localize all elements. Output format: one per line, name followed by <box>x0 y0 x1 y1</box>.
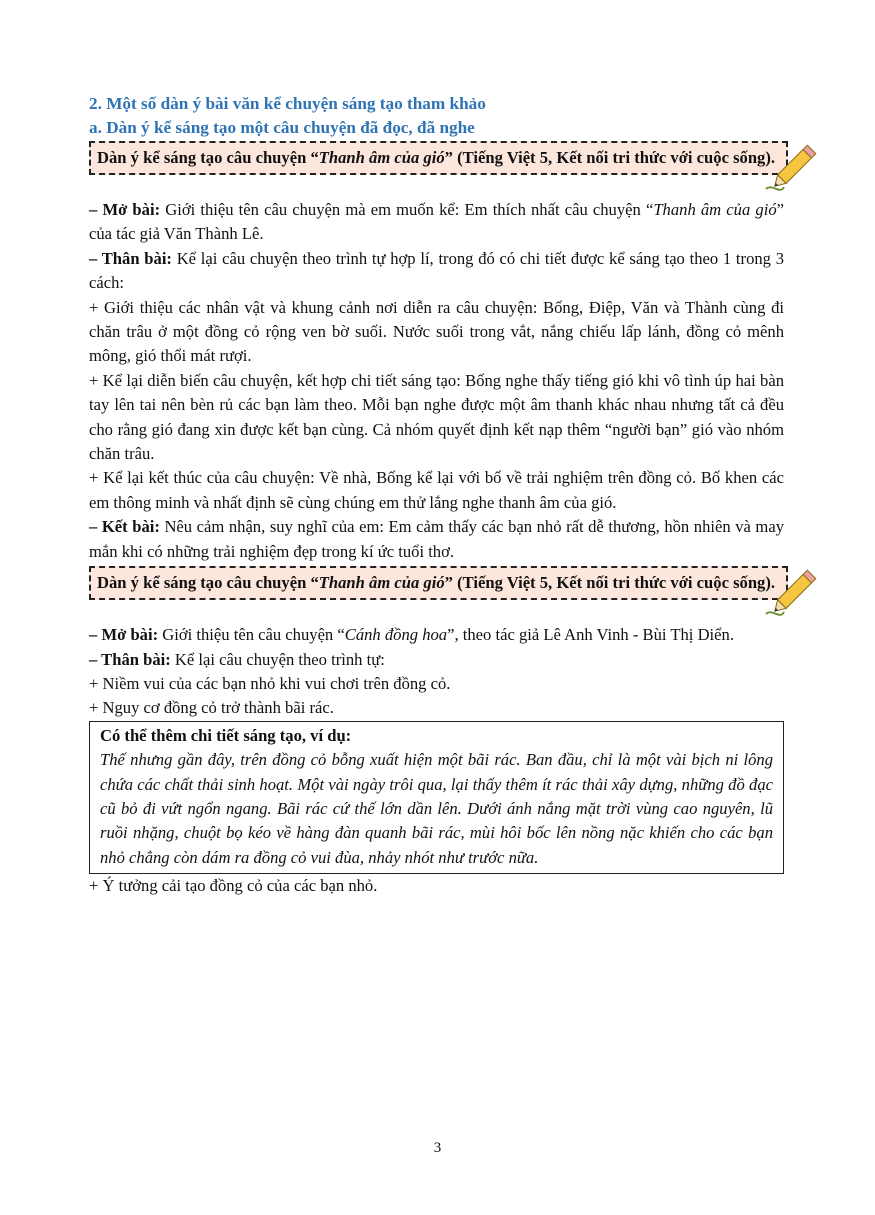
thanbai-text: Kể lại câu chuyện theo trình tự: <box>170 649 385 669</box>
box2-story-title: Thanh âm của gió <box>318 573 445 593</box>
subsection-heading: a. Dàn ý kể sáng tạo một câu chuyện đã đọc, đã nghe <box>89 118 475 137</box>
pencil-icon <box>762 562 824 620</box>
creative-detail-box <box>89 721 784 874</box>
creative-detail-text: Thế nhưng gần đây, trên đồng cỏ bỗng xuất hiện một bãi rác. Ban đầu, chỉ là một vài bịch ni lông chứa các chất thải sinh hoạt. Một vài ngày trôi qua, lại thấy thêm ít rác thải xây dựng, những đồ đạc cũ bỏ đi vứt ngổn ngang. Bãi rác cứ thế lớn dần lên. Dưới ánh nắng mặt trời vùng cao nguyên, lũ ruồi nhặng, chuột bọ kéo về hàng đàn quanh bãi rác, mùi hôi bốc lên nồng nặc khiến cho các bạn nhỏ chẳng còn dám ra đồng cỏ vui đùa, nhảy nhót như trước nữa. <box>100 750 773 867</box>
mobai-label: – Mở bài: <box>89 200 161 219</box>
box1-story-title: Thanh âm của gió <box>318 148 445 167</box>
mobai-text-end: ” của tác giả Văn Thành Lê. <box>89 200 784 244</box>
page-content <box>89 92 784 899</box>
mobai-story-title: Cánh đồng hoa <box>344 625 448 645</box>
box1-suffix: ” (Tiếng Việt 5, Kết nối tri thức với cuộc sống). <box>444 148 776 167</box>
section-heading: 2. Một số dàn ý bài văn kể chuyện sáng tạo tham khảo <box>89 94 486 113</box>
box2-prefix: Dàn ý kể sáng tạo câu chuyện “ <box>97 573 319 593</box>
outline2-thanbai <box>89 648 784 672</box>
outline-title-box-1 <box>89 141 788 175</box>
outline-1 <box>89 198 784 564</box>
outline1-thanbai <box>89 247 784 296</box>
ketbai-label: – Kết bài: <box>89 517 160 537</box>
outline1-ketbai <box>89 515 784 564</box>
outline1-item-2: + Kể lại diễn biến câu chuyện, kết hợp chi tiết sáng tạo: Bống nghe thấy tiếng gió khi vô tình úp hai bàn tay lên tai nên bèn rủ các bạn làm theo. Mỗi bạn nghe được một âm thanh khác nhau nhưng tất cả đều cho rằng gió đang xin được kết bạn cùng. Cả nhóm quyết định kết nạp thêm “người bạn” gió vào nhóm chăn trâu. <box>89 370 784 464</box>
outline1-item-3: + Kể lại kết thúc của câu chuyện: Về nhà, Bống kể lại với bố về trải nghiệm trên đồng cỏ. Bố khen các em thông minh và nhất định sẽ cùng chúng em thử lắng nghe thanh âm của gió. <box>89 468 784 512</box>
outline2-item-1: + Niềm vui của các bạn nhỏ khi vui chơi trên đồng cỏ. <box>89 673 451 693</box>
outline-2 <box>89 623 784 898</box>
creative-detail-title: Có thể thêm chi tiết sáng tạo, ví dụ: <box>100 725 352 745</box>
mobai-text-end: ”, theo tác giả Lê Anh Vinh - Bùi Thị Diển. <box>447 625 734 645</box>
mobai-label: – Mở bài: <box>89 625 159 645</box>
mobai-story-title: Thanh âm của gió <box>653 200 777 219</box>
thanbai-label: – Thân bài: <box>89 248 172 268</box>
ketbai-text: Nêu cảm nhận, suy nghĩ của em: Em cảm thấy các bạn nhỏ rất dễ thương, hồn nhiên và may mắn khi có những trải nghiệm đẹp trong kí ức tuổi thơ. <box>89 517 784 561</box>
page-number: 3 <box>433 1140 442 1156</box>
outline2-mobai <box>89 623 784 647</box>
pencil-icon <box>762 137 824 195</box>
thanbai-label: – Thân bài: <box>89 649 171 669</box>
mobai-text: Giới thiệu tên câu chuyện “ <box>158 625 345 645</box>
box1-prefix: Dàn ý kể sáng tạo câu chuyện “ <box>97 148 319 167</box>
box2-suffix: ” (Tiếng Việt 5, Kết nối tri thức với cuộc sống). <box>444 573 776 593</box>
outline2-item-3: + Ý tưởng cải tạo đồng cỏ của các bạn nhỏ. <box>89 876 378 896</box>
outline1-item-1: + Giới thiệu các nhân vật và khung cảnh nơi diễn ra câu chuyện: Bống, Điệp, Văn và Thành cùng đi chăn trâu ở một đồng cỏ rộng ven bờ suối. Nước suối trong vắt, nắng chiếu lấp lánh, đồng cỏ mênh mông, gió thổi mát rượi. <box>89 297 784 366</box>
thanbai-text: Kể lại câu chuyện theo trình tự hợp lí, trong đó có chi tiết được kể sáng tạo theo 1 trong 3 cách: <box>89 248 784 293</box>
outline2-item-2: + Nguy cơ đồng cỏ trở thành bãi rác. <box>89 698 334 718</box>
outline-title-box-2 <box>89 566 788 600</box>
outline1-mobai <box>89 198 784 247</box>
mobai-text: Giới thiệu tên câu chuyện mà em muốn kể: Em thích nhất câu chuyện “ <box>160 200 654 219</box>
